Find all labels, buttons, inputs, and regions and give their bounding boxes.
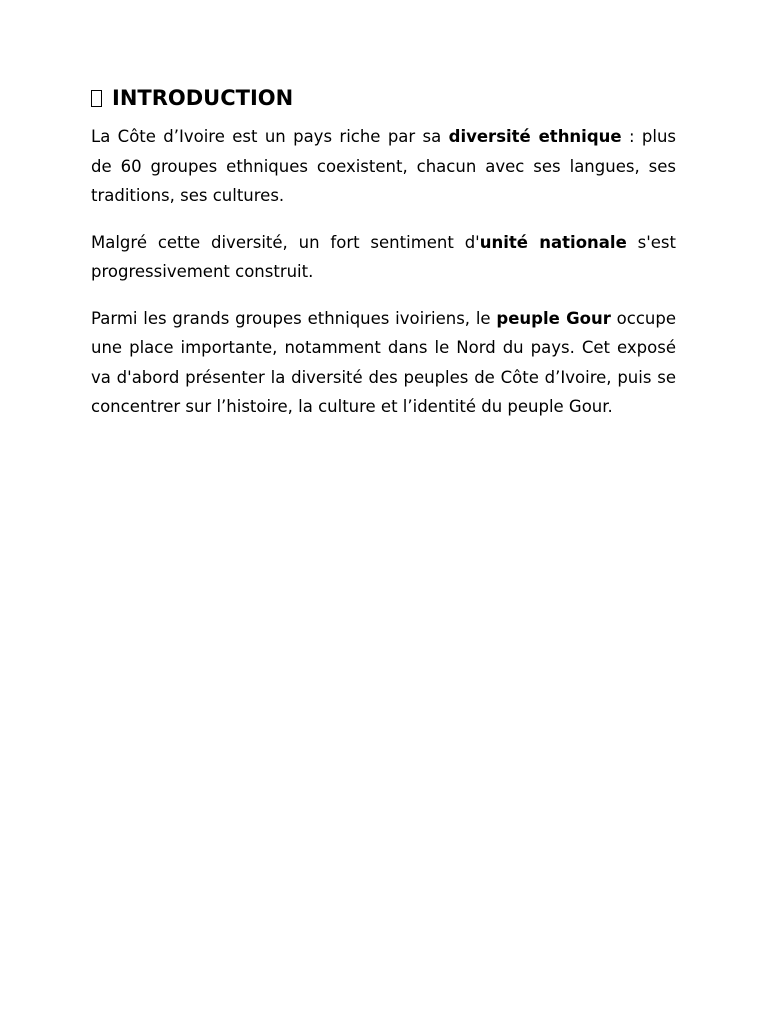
missing-glyph-icon <box>91 90 102 107</box>
paragraph-1 <box>91 122 676 211</box>
paragraph-2 <box>91 228 676 287</box>
paragraph-3-text-end: occupe une place importante, notamment dans le Nord du pays. Cet exposé va d'abord présenter la diversité des peuples de Côte d’Ivoire, puis se concentrer sur l’histoire, la culture et l’identité du peuple Gour. <box>91 308 676 416</box>
paragraph-3-bold-term: peuple Gour <box>496 308 611 328</box>
paragraph-2-text-end: s'est progressivement construit. <box>91 232 676 281</box>
paragraph-1-text: La Côte d’Ivoire est un pays riche par sa <box>91 127 449 146</box>
paragraph-2-text: Malgré cette diversité, un fort sentiment d' <box>91 232 480 252</box>
paragraph-1-text-end: : plus de 60 groupes ethniques coexistent, chacun avec ses langues, ses traditions, ses cultures. <box>91 127 676 205</box>
paragraph-1-bold-term: diversité ethnique <box>448 127 622 146</box>
paragraph-3-text: Parmi les grands groupes ethniques ivoiriens, le <box>91 308 497 328</box>
section-heading <box>91 84 676 112</box>
paragraph-2-bold-term: unité nationale <box>479 232 627 252</box>
section-title: INTRODUCTION <box>112 86 294 110</box>
paragraph-3 <box>91 304 676 422</box>
document-page <box>91 84 676 439</box>
